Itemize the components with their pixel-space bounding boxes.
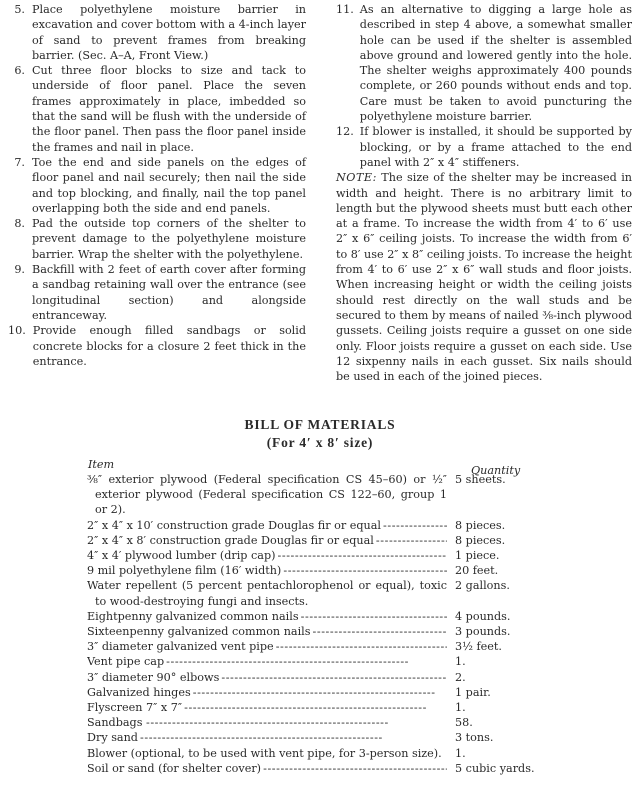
bom-list (87, 472, 547, 776)
bom-item: 2″ x 4″ x 8′ construction grade Douglas fir or equal - - - (87, 533, 447, 548)
step-10 (8, 323, 306, 369)
step-number: 7. (14, 155, 25, 169)
step-number: 11. (336, 3, 354, 16)
bom-item: Sixteenpenny galvanized common nails - - - (87, 624, 447, 639)
bom-quantity: 1. (455, 701, 466, 715)
step-number: 8. (14, 217, 25, 231)
step-text: If blower is installed, it should be supported by blocking, or by a frame attached to the end panel with 2″ x 4″ stiffeners. (359, 125, 632, 169)
bom-quantity: 3 pounds. (455, 625, 511, 639)
step-text: As an alternative to digging a large hole as described in step 4 above, a somewhat smaller hole can be used if the shelter is assembled above ground and lowered gently into the hole. The shelter weighs approximately 400 pounds complete, or 260 pounds without ends and top. Care must be taken to avoid puncturing the polyethylene moisture barrier. (359, 3, 632, 124)
bom-row (87, 715, 547, 730)
bom-item: 2″ x 4″ x 10′ construction grade Douglas fir or equal - - - (87, 518, 447, 533)
bom-quantity: 8 pieces. (455, 518, 506, 532)
bom-item: Blower (optional, to be used with vent pipe, for 3-person size). (87, 746, 442, 760)
bom-row (87, 654, 547, 669)
bom-item: Water repellent (5 percent pentachlorophenol or equal), toxic to wood-destroying fungi and insects. (87, 579, 447, 608)
step-8 (8, 216, 306, 262)
bom-quantity: 1. (455, 746, 466, 760)
bom-item: Vent pipe cap - - - (87, 654, 447, 669)
step-number: 5. (14, 3, 25, 16)
bom-quantity: 1 piece. (455, 549, 500, 563)
bom-item: 4″ x 4′ plywood lumber (drip cap) - - - (87, 548, 447, 563)
bom-row (87, 563, 547, 578)
bom-item: Soil or sand (for shelter cover) - - - (87, 761, 447, 776)
step-9 (8, 262, 306, 323)
left-column (8, 2, 306, 369)
item-column-header: Item (88, 458, 115, 471)
bom-item: 3″ diameter 90° elbows - - - (87, 670, 447, 685)
bom-item: ⅜″ exterior plywood (Federal specification CS 45–60) or ½″ exterior plywood (Federal specification CS 122–60, group 1 or 2). (87, 473, 447, 517)
bom-item: 3″ diameter galvanized vent pipe - - - (87, 639, 447, 654)
bom-item: Eightpenny galvanized common nails - - - (87, 609, 447, 624)
bom-row (87, 548, 547, 563)
bom-quantity: 3 tons. (455, 731, 494, 745)
bom-row (87, 700, 547, 715)
quantity-column-header: Quantity (471, 464, 521, 477)
bom-row (87, 609, 547, 624)
bom-item: 9 mil polyethylene film (16′ width) - - - (87, 563, 447, 578)
bom-row (87, 746, 547, 761)
bom-row (87, 685, 547, 700)
bom-quantity: 5 sheets. (455, 473, 506, 486)
step-text: Place polyethylene moisture barrier in excavation and cover bottom with a 4-inch layer of sand to prevent frames from breaking barrier. (Sec. A–A, Front View.) (32, 3, 306, 62)
bom-quantity: 1. (455, 655, 466, 669)
step-text: Backfill with 2 feet of earth cover after forming a sandbag retaining wall over the entrance (see longitudinal section) and alongside entranceway. (32, 263, 306, 322)
bom-row (87, 624, 547, 639)
bom-row (87, 639, 547, 654)
bom-quantity: 2 gallons. (455, 579, 510, 593)
size-note (336, 170, 632, 384)
bom-quantity: 2. (455, 670, 466, 684)
step-text: Pad the outside top corners of the shelter to prevent damage to the polyethylene moisture barrier. Wrap the shelter with the polyethylene. (32, 217, 306, 261)
bom-row (87, 578, 547, 608)
bill-of-materials (0, 416, 640, 775)
step-number: 6. (14, 64, 25, 78)
bom-quantity: 5 cubic yards. (455, 761, 535, 775)
bom-item: Flyscreen 7″ x 7″ - - - (87, 700, 447, 715)
step-text: Provide enough filled sandbags or solid concrete blocks for a closure 2 feet thick in the entrance. (32, 324, 306, 368)
bom-item: Sandbags - - - (87, 715, 447, 730)
bom-quantity: 20 feet. (455, 564, 499, 578)
bom-row (87, 518, 547, 533)
bom-row (87, 670, 547, 685)
step-11 (336, 2, 632, 124)
bom-item: Galvanized hinges - - - (87, 685, 447, 700)
step-text: Toe the end and side panels on the edges of floor panel and nail securely; then nail the side and top blocking, and finally, nail the top panel overlapping both the side and end panels. (32, 155, 306, 215)
step-text: Cut three floor blocks to size and tack to underside of floor panel. Place the seven frames approximately in place, imbedded so that the sand will be flush with the underside of the floor panel. Then pass the floor panel inside the frames and nail in place. (32, 64, 306, 154)
step-12 (336, 124, 632, 170)
step-number: 9. (14, 263, 25, 277)
bom-title: BILL OF MATERIALS (244, 417, 396, 432)
bom-item: Dry sand - - - (87, 730, 447, 745)
bom-row (87, 761, 547, 776)
bom-quantity: 3½ feet. (455, 640, 502, 654)
bom-row (87, 472, 547, 518)
bom-quantity: 1 pair. (455, 685, 491, 699)
step-7 (8, 155, 306, 216)
bom-row (87, 533, 547, 548)
bom-quantity: 8 pieces. (455, 533, 506, 547)
step-6 (8, 63, 306, 155)
note-label: NOTE: (336, 171, 377, 185)
bom-subtitle: (For 4′ x 8′ size) (266, 435, 374, 450)
note-text: The size of the shelter may be increased in width and height. There is no arbitrary limit to length but the plywood sheets must butt each other at a frame. To increase the width from 4′ to 6′ use 2″ x 6″ ceiling joists. To increase the width from 6′ to 8′ use 2″ x 8″ ceiling joists. To increase the height from 4′ to 6′ use 2″ x 6″ wall studs and floor joists. When increasing height or width the ceiling joists should rest directly on the wall studs and be secured to them by means of nailed ⅜-inch plywood gussets. Ceiling joists require a gusset on one side only. Floor joists require a gusset on each side. Use 12 sixpenny nails in each gusset. Six nails should be used in each of the joined pieces. (336, 171, 632, 384)
step-number: 10. (8, 324, 26, 338)
right-column (336, 2, 632, 384)
step-number: 12. (336, 125, 354, 139)
bom-quantity: 58. (455, 716, 473, 730)
bom-quantity: 4 pounds. (455, 609, 511, 623)
bom-row (87, 730, 547, 745)
step-5 (8, 2, 306, 63)
